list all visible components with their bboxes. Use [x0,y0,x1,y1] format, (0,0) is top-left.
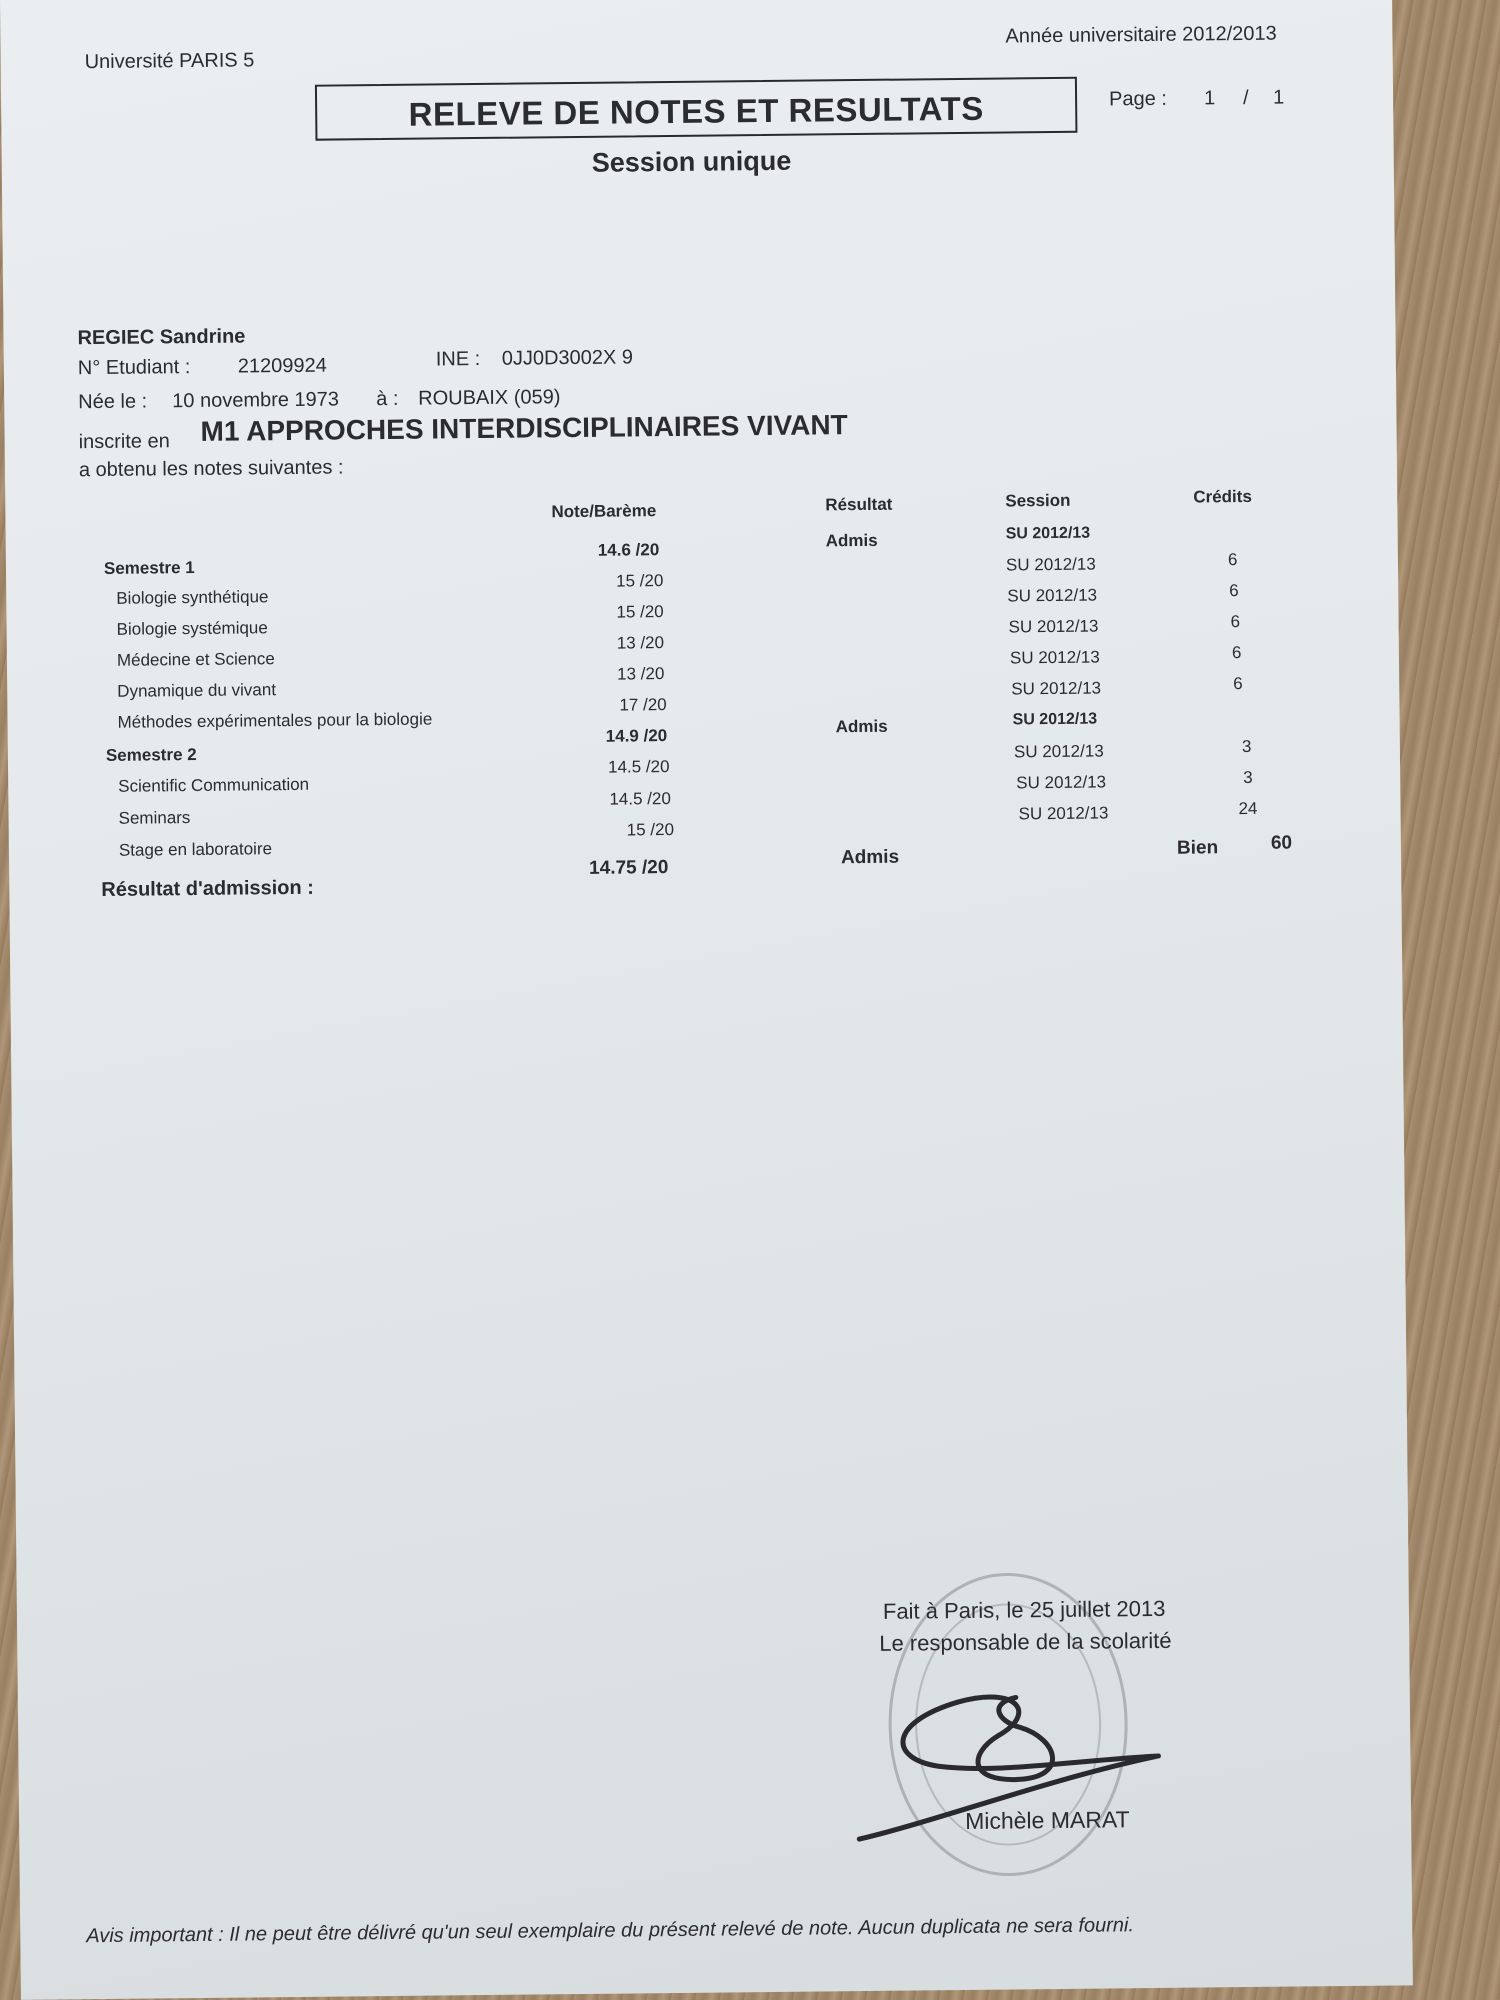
header-grade: Note/Barème [551,501,657,522]
page-separator: / [1242,86,1249,109]
header-credits: Crédits [1193,486,1252,507]
row-session: SU 2012/13 [1005,554,1096,575]
signature-role: Le responsable de la scolarité [879,1627,1172,1656]
important-notice: Avis important : Il ne peut être délivré qu'un seul exemplaire du présent relevé de note. Aucun duplicata ne sera fourni. [86,1914,1135,1948]
row-label-semester: Semestre 1 [103,557,195,578]
birth-place-label: à : [376,387,399,411]
obtained-label: a obtenu les notes suivantes : [78,456,344,482]
row-grade: 14.6 /20 [597,540,660,560]
row-session: SU 2012/13 [1009,647,1100,668]
row-session: SU 2012/13 [1011,678,1102,699]
signature-place-date: Fait à Paris, le 25 juillet 2013 [882,1595,1166,1624]
row-result: Admis [825,530,878,551]
header-session: Session [1005,490,1071,511]
row-label: Scientific Communication [118,774,310,796]
row-grade: 14.5 /20 [607,757,670,777]
document-title-box [315,77,1078,141]
row-credits: 6 [1227,550,1238,570]
university-name: Université PARIS 5 [84,49,255,74]
row-session: SU 2012/13 [1013,741,1104,762]
row-label: Médecine et Science [116,649,275,670]
final-mention: Bien [1176,837,1219,859]
document-title: RELEVE DE NOTES ET RESULTATS [408,89,984,133]
row-label-semester: Semestre 2 [105,744,197,765]
final-credits: 60 [1270,832,1293,854]
page-label: Page : [1108,87,1168,111]
row-grade: 14.9 /20 [605,726,668,746]
row-credits: 3 [1243,767,1253,788]
row-session: SU 2012/13 [1018,803,1109,824]
page-current: 1 [1203,87,1216,110]
row-grade: 13 /20 [616,664,665,684]
session-title: Session unique [591,145,792,178]
ine-value: 0JJ0D3002X 9 [501,346,634,370]
row-label: Biologie synthétique [116,587,269,608]
row-label: Seminars [118,808,191,828]
row-label: Méthodes expérimentales pour la biologie [117,709,433,732]
row-session: SU 2012/13 [1007,585,1098,606]
row-grade: 15 /20 [616,571,664,591]
ine-label: INE : [435,347,481,371]
row-grade: 13 /20 [616,633,665,653]
row-credits: 24 [1238,798,1258,819]
signatory-name: Michèle MARAT [964,1806,1130,1834]
row-credits: 6 [1229,581,1239,601]
final-grade: 14.75 /20 [589,857,669,879]
page-total: 1 [1272,86,1285,109]
row-session: SU 2012/13 [1016,772,1107,793]
final-result-label: Résultat d'admission : [101,876,315,901]
student-name: REGIEC Sandrine [77,325,246,350]
row-credits: 6 [1233,674,1243,694]
row-credits: 6 [1231,643,1242,663]
program-name: M1 APPROCHES INTERDISCIPLINAIRES VIVANT [200,409,848,447]
header-result: Résultat [825,494,893,515]
row-label: Biologie systémique [116,618,268,639]
row-grade: 14.5 /20 [609,789,671,809]
enrolled-label: inscrite en [78,430,170,454]
row-label: Dynamique du vivant [117,680,277,701]
row-session: SU 2012/13 [1008,616,1099,637]
birth-label: Née le : [78,390,148,414]
student-id-value: 21209924 [237,354,327,378]
birth-place: ROUBAIX (059) [418,386,561,410]
row-grade: 15 /20 [626,819,675,840]
row-session: SU 2012/13 [1012,710,1098,729]
row-label: Stage en laboratoire [118,839,273,860]
final-result: Admis [840,846,900,869]
birth-date: 10 novembre 1973 [172,388,340,413]
row-credits: 3 [1241,736,1252,757]
row-result: Admis [835,716,888,737]
row-grade: 15 /20 [616,602,664,622]
row-session: SU 2012/13 [1005,524,1091,543]
row-credits: 6 [1230,612,1241,632]
row-grade: 17 /20 [619,695,667,715]
student-id-label: N° Etudiant : [77,356,191,380]
academic-year: Année universitaire 2012/2013 [1005,22,1277,48]
